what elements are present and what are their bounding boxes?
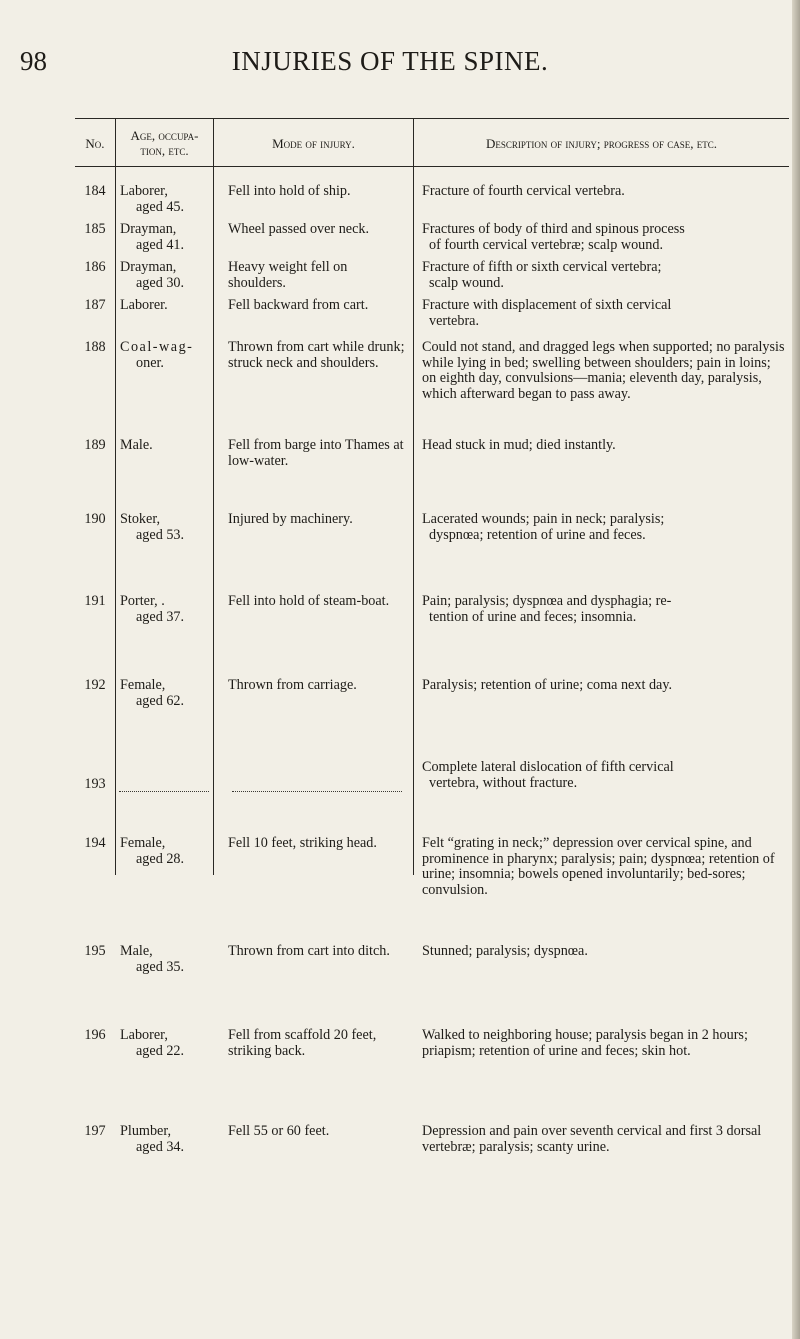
- desc-line2: tention of urine and feces; insomnia.: [429, 608, 637, 625]
- header-desc: Description of injury; progress of case, etc.: [485, 136, 718, 151]
- desc-line1: Fracture with displacement of sixth cervical: [422, 297, 672, 313]
- table-row-no: 189: [84, 437, 106, 453]
- table-row-no: 191: [84, 593, 106, 609]
- header-age: [116, 128, 213, 158]
- page-number: 98: [20, 46, 47, 76]
- age-line1: Laborer,: [120, 1027, 168, 1043]
- age-line1: Female,: [120, 677, 166, 693]
- dotted-leader: [232, 791, 402, 793]
- table-row-no: 195: [84, 943, 106, 959]
- table-row-mode: Fell from scaffold 20 feet, striking back.: [228, 1027, 377, 1059]
- age-line1: Coal-wag-: [120, 339, 194, 355]
- table-row-desc: [422, 222, 788, 253]
- table-row-desc: Stunned; paralysis; dyspnœa.: [422, 943, 588, 959]
- column-divider: [115, 118, 116, 875]
- table-row-desc: [422, 760, 788, 791]
- table-row-age: [120, 678, 202, 709]
- age-line1: Porter, .: [120, 593, 165, 609]
- age-line1: Drayman,: [120, 259, 177, 275]
- desc-line1: Fracture of fifth or sixth cervical vertebra;: [422, 259, 662, 275]
- table-row-no: 184: [84, 183, 106, 199]
- table-row-no: 185: [84, 221, 106, 237]
- table-row-no: 190: [84, 511, 106, 527]
- page-edge-shadow: [792, 0, 800, 1339]
- table-row-age: [120, 340, 202, 371]
- table-row-no: 196: [84, 1027, 106, 1043]
- header-no: No.: [85, 136, 105, 151]
- table-row-no: 187: [84, 297, 106, 313]
- running-head: INJURIES OF THE SPINE.: [231, 46, 549, 76]
- table-row-no: 186: [84, 259, 106, 275]
- desc-line1: Pain; paralysis; dyspnœa and dysphagia; re-: [422, 593, 672, 609]
- age-line2: aged 35.: [136, 958, 185, 975]
- header-mode: Mode of injury.: [272, 136, 355, 151]
- table-row-mode: Thrown from cart into ditch.: [228, 943, 390, 959]
- age-line2: aged 53.: [136, 526, 185, 543]
- table-row-desc: Fracture of fourth cervical vertebra.: [422, 183, 625, 199]
- header-bottom-rule: [75, 166, 789, 167]
- table-row-desc: Felt “grating in neck;” depression over cervical spine, and prominence in pharynx; paralysis; pain; dyspnœa; retention of urine; insomnia; bowels opened involuntarily; bed-sores; convulsion.: [422, 835, 775, 898]
- age-line2: aged 22.: [136, 1042, 185, 1059]
- age-line2: oner.: [136, 354, 164, 371]
- table-row-mode: Fell backward from cart.: [228, 297, 369, 313]
- table-row-mode: Wheel passed over neck.: [228, 221, 370, 237]
- table-row-no: 197: [84, 1123, 106, 1139]
- table-row-no: 194: [84, 835, 106, 851]
- table-row-mode: Fell 10 feet, striking head.: [228, 835, 377, 851]
- age-line1: Female,: [120, 835, 166, 851]
- table-row-mode: Heavy weight fell on shoulders.: [228, 259, 348, 291]
- age-line1: Drayman,: [120, 221, 177, 237]
- age-line1: Male,: [120, 943, 153, 959]
- table-row-age: [120, 1028, 202, 1059]
- table-row-no: 192: [84, 677, 106, 693]
- table-row-age: [120, 512, 202, 543]
- age-line2: aged 28.: [136, 850, 185, 867]
- table-row-age: [120, 944, 202, 975]
- desc-line1: Complete lateral dislocation of fifth cervical: [422, 759, 674, 775]
- table-row-desc: Depression and pain over seventh cervical and first 3 dorsal vertebræ; paralysis; scanty urine.: [422, 1123, 762, 1155]
- table-row-age: [120, 222, 202, 253]
- table-row-mode: Fell 55 or 60 feet.: [228, 1123, 330, 1139]
- table-row-age: [120, 184, 202, 215]
- age-line2: aged 45.: [136, 198, 185, 215]
- desc-line1: Lacerated wounds; pain in neck; paralysis;: [422, 511, 665, 527]
- age-line2: aged 34.: [136, 1138, 185, 1155]
- table-row-desc: [422, 298, 788, 329]
- age-line2: aged 30.: [136, 274, 185, 291]
- column-divider: [413, 118, 414, 875]
- header-age-line1: Age, occupa-: [130, 128, 199, 143]
- table-row-age: [120, 260, 202, 291]
- table-row-desc: [422, 512, 788, 543]
- age-line2: aged 37.: [136, 608, 185, 625]
- desc-line2: of fourth cervical vertebræ; scalp wound.: [429, 236, 664, 253]
- table-row-age: [120, 836, 202, 867]
- table-row-desc: Head stuck in mud; died instantly.: [422, 437, 616, 453]
- table-row-age: [120, 1124, 202, 1155]
- desc-line1: Fractures of body of third and spinous process: [422, 221, 685, 237]
- desc-line2: scalp wound.: [429, 274, 504, 291]
- table-row-age: [120, 594, 202, 625]
- table-top-rule: [75, 118, 789, 119]
- desc-line2: vertebra.: [429, 312, 480, 329]
- column-divider: [213, 118, 214, 875]
- table-row-desc: Paralysis; retention of urine; coma next day.: [422, 677, 673, 693]
- desc-line2: vertebra, without fracture.: [429, 774, 578, 791]
- table-row-mode: Thrown from carriage.: [228, 677, 357, 693]
- table-row-mode: Thrown from cart while drunk; struck neck and shoulders.: [228, 339, 405, 371]
- age-line1: Stoker,: [120, 511, 161, 527]
- table-row-age: Male.: [120, 437, 153, 453]
- table-row-no: 188: [84, 339, 106, 355]
- desc-line2: dyspnœa; retention of urine and feces.: [429, 526, 646, 543]
- age-line2: aged 41.: [136, 236, 185, 253]
- age-line2: aged 62.: [136, 692, 185, 709]
- table-row-mode: Fell from barge into Thames at low-water.: [228, 437, 404, 469]
- table-row-desc: [422, 260, 788, 291]
- table-row-desc: Could not stand, and dragged legs when supported; no paralysis while lying in bed; swelling between shoulders; pain in loins; on eighth day, convulsions—mania; eleventh day, paralysis, which afterward began to pass away.: [422, 339, 785, 402]
- header-age-line2: tion, etc.: [140, 143, 189, 158]
- table-row-mode: Injured by machinery.: [228, 511, 353, 527]
- age-line1: Laborer,: [120, 183, 168, 199]
- dotted-leader: [119, 791, 209, 793]
- table-row-desc: Walked to neighboring house; paralysis began in 2 hours; priapism; retention of urine and feces; skin hot.: [422, 1027, 748, 1059]
- table-row-no: 193: [84, 776, 106, 792]
- table-row-desc: [422, 594, 788, 625]
- table-row-age: Laborer.: [120, 297, 168, 313]
- table-row-mode: Fell into hold of ship.: [228, 183, 351, 199]
- age-line1: Plumber,: [120, 1123, 172, 1139]
- table-row-mode: Fell into hold of steam-boat.: [228, 593, 390, 609]
